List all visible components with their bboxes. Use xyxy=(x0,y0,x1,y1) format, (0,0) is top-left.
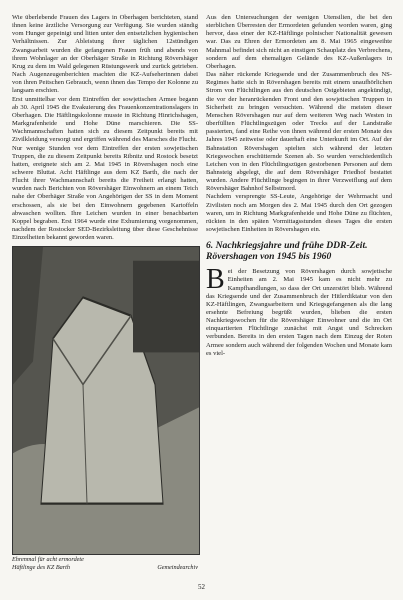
section-heading xyxy=(206,240,392,262)
heading-line-2: Rövershagen von 1945 bis 1960 xyxy=(206,251,332,263)
caption-line-2-row xyxy=(12,564,198,572)
paragraph: Das näher rückende Kriegsende und der Zusammenbruch des NS-Regimes hatte sich in Rövershagen bereits mit einem unaufhörlichen Strom von Flüchtlingen aus den deutschen Ostgebieten angekündigt, die vor der heranrückenden Front und den sowjetischen Truppen in Sicherheit zu bringen versuchten. Während die meisten dieser Menschen Rövershagen nur auf dem weiteren Weg nach Westen in überfüllten Flüchtlingszügen oder Trecks auf der Landstraße passierten, fand eine Reihe von ihnen während der ersten Monate des Jahres 1945 zeitweise oder dauerhaft eine Unterkunft im Ort. Auf der Bahnstation Rövershagen spielten sich während der letzten Kriegswochen erschütternde Szenen ab. So wurden verschiedentlich Leichen von in den Flüchtlingszügen gestorbenen Personen auf dem Bahnsteig abgelegt, die auf dem Rövershäger Friedhof bestattet wurden. Andere Flüchtlinge begingen in ihrer Verzweiflung auf dem Rövershäger Bahnhof Selbstmord. xyxy=(206,71,392,193)
heading-line-1: 6. Nachkriegsjahre und frühe DDR-Zeit. xyxy=(206,240,368,252)
photo-caption-block xyxy=(12,556,198,572)
photo-credit: Gemeindearchiv xyxy=(157,564,198,571)
paragraph: Aus den Untersuchungen der wenigen Utensilien, die bei den sterblichen Überresten der Ermordeten gefunden worden waren, ging hervor, dass einer der KZ-Häftlinge polnischer Nationalität gewesen war. Das zu Ehren der Ermordeten am 8. Mai 1965 eingeweihte Mahnmal befindet sich nicht an einstigen Schauplatz des Verbrechens, sondern auf dem ehemaligen Gelände des KZ-Außenlagers in Oberhagen. xyxy=(206,14,392,70)
memorial-photo xyxy=(12,246,200,555)
caption-line-1: Ehrenmal für acht ermordete xyxy=(12,556,84,563)
right-column xyxy=(206,14,392,358)
closing-text: ei der Besetzung von Rövershagen durch sowjetische Einheiten am 2. Mai 1945 kam es nicht mehr zu Kampfhandlungen, so dass der Ort unzerstört blieb. Während das Kriegsende und der Zusammenbruch der Hitlerdiktatur von den KZ-Häftlingen, Zwangsarbeitern und Kriegsgefangenen als die lang ersehnte Befreiung begrüßt wurden, blieben die ersten Nachkriegswochen für die Rövershäger Einwohner und die im Ort einquartierten Flüchtlinge zunächst mit Angst und Schrecken verbunden. Bereits in den ersten Tagen nach dem Einzug der Roten Armee sondern auch während der folgenden Wochen und Monate kam es viel- xyxy=(206,268,392,357)
memorial-stone-image xyxy=(13,247,199,554)
caption-line-2: Häftlinge des KZ Barth xyxy=(12,564,70,571)
paragraph: Nur wenige Stunden vor dem Eintreffen der ersten sowjetischen Truppen, die zu diesem Zeitpunkt bereits Ribnitz und Rostock besetzt hatten, ereignete sich am 2. Mai 1945 in Rövershagen noch eine schwere Bluttat. Acht Häftlinge aus dem KZ Barth, die nach der Flucht ihrer Wachmannschaft bereits die Freiheit erlangt hatten, wurden nach Berichten von Rövershäger Einwohnern an einem Teich nahe der Oberhäger Straße von Angehörigen der SS in dem Moment erschossen, als sie bei den Einwohnern gegebenen Kartoffeln abwaschen wollten. Ihre Leichen wurden in einer benachbarten Koppel begraben. Erst 1964 wurde eine Exhumierung vorgenommen, nachdem der Rostocker SED-Bezirksleitung über diese Geschehnisse Einzelheiten bekannt geworden waren. xyxy=(12,144,198,242)
paragraph: Wie überlebende Frauen des Lagers in Oberhagen berichteten, stand ihnen keine ärztliche Versorgung zur Verfügung. Sie wurden ständig vom Hunger gepeinigt und litten unter den entsetzlichen hygienischen Verhältnissen. Zur Ableistung ihrer täglichen 12stündigen Zwangsarbeit wurden die gefangenen Frauen früh und abends von ihrem Wohnlager an der Oberhäger Straße in Richtung Rövershäger Krug zu dem im Wald gelegenen Rüstungswerk und zurück getrieben. Nach Augenzeugenberichten machten die KZ-Aufseherinnen dabei von ihren Peitschen Gebrauch, wenn ihnen das Tempo der Kolonne zu langsam erschien. xyxy=(12,14,198,95)
left-column xyxy=(12,14,198,242)
drop-cap: B xyxy=(206,264,225,296)
closing-paragraph xyxy=(206,264,392,358)
page-number: 52 xyxy=(198,583,205,591)
paragraph: Erst unmittelbar vor dem Eintreffen der sowjetischen Armee begann ab 30. April 1945 die Evakuierung des Frauenkonzentrationslagers in Oberhagen. Die Häftlingskolonne musste in Richtung Hinrichshagen, Markgrafenheide und Hohe Düne marschieren. Die SS-Wachmannschaften hatten sich zu diesem Zeitpunkt bereits mit Zivilkleidung versorgt und ergriffen während des Marsches die Flucht. xyxy=(12,95,198,144)
paragraph: Nachdem versprengte SS-Leute, Angehörige der Wehrmacht und Zivilisten noch am Morgen des 2. Mai 1945 durch den Ort gezogen waren, um in Richtung Markgrafenheide und Hohe Düne zu flüchten, rückten in den späten Vormittagsstunden dieses Tages die ersten sowjetischen Einheiten in Rövershagen ein. xyxy=(206,193,392,234)
